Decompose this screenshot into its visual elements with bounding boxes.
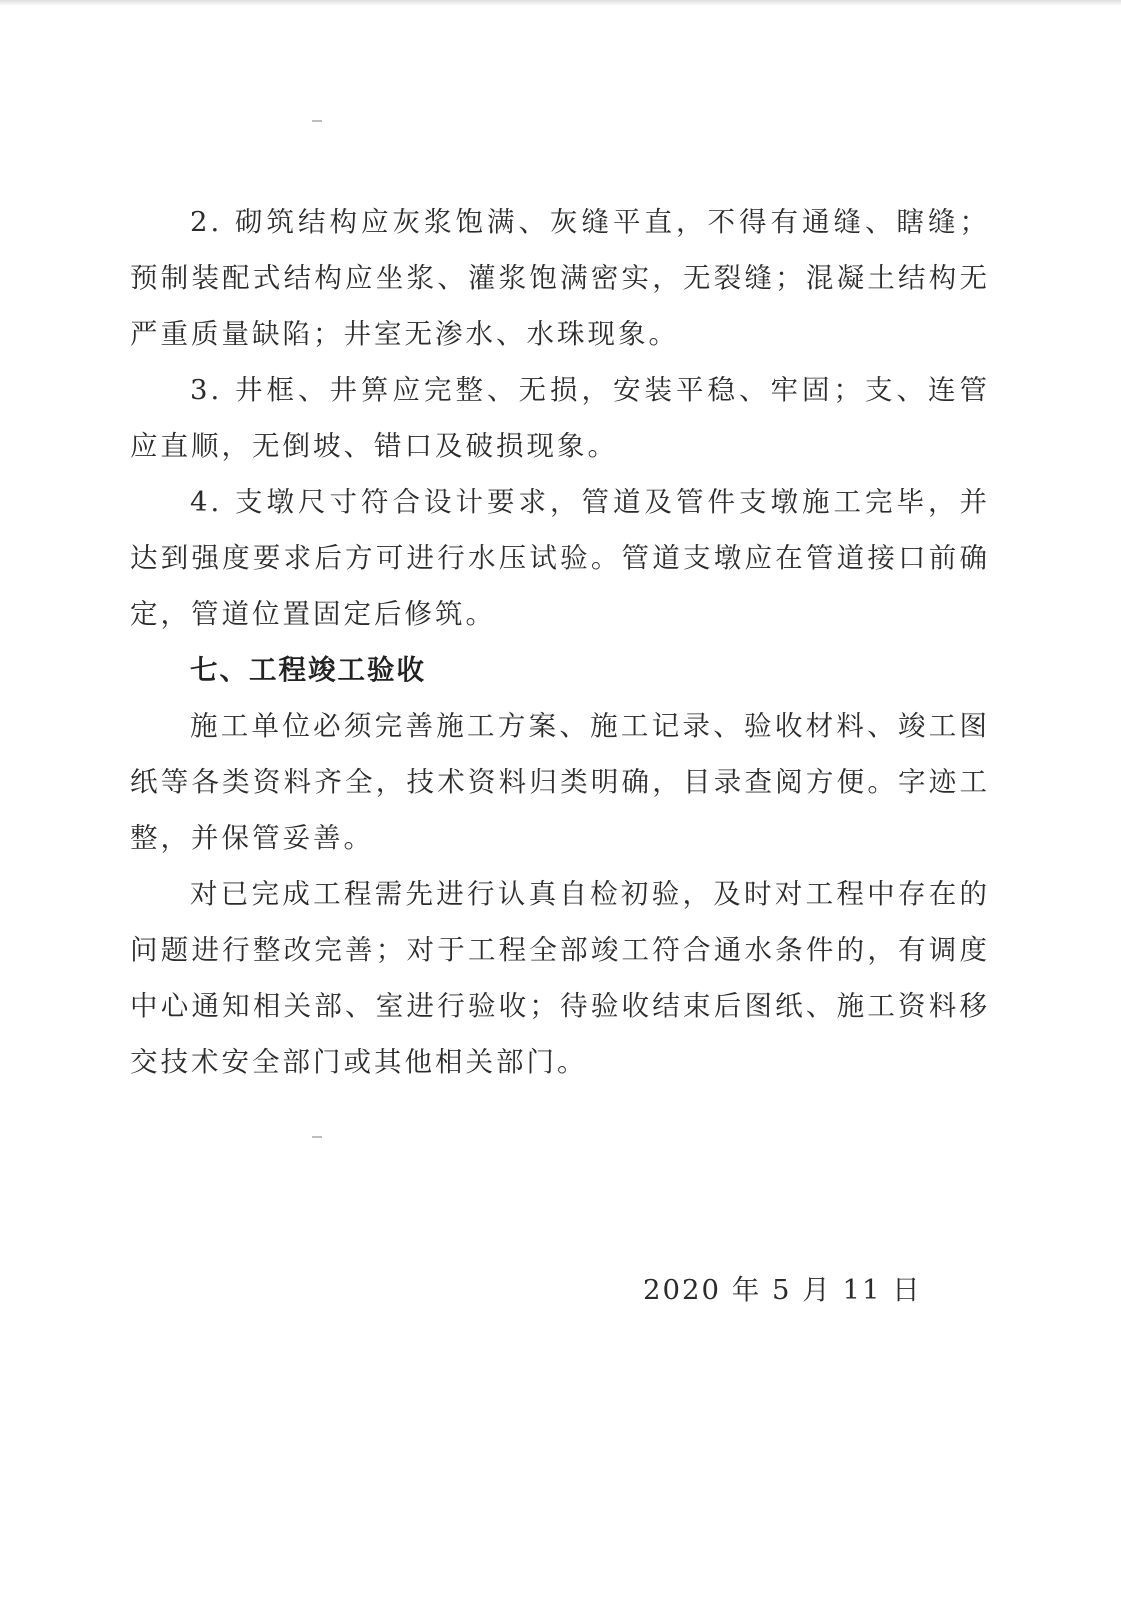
paragraph-pipe-support: 4. 支墩尺寸符合设计要求，管道及管件支墩施工完毕，并达到强度要求后方可进行水压试验。管道支墩应在管道接口前确定，管道位置固定后修筑。 (130, 486, 990, 630)
scan-speck (312, 1136, 322, 1138)
section-heading-completion-acceptance: 七、工程竣工验收 (190, 654, 426, 686)
paragraph-inspection-handover: 对已完成工程需先进行认真自检初验，及时对工程中存在的问题进行整改完善；对于工程全部竣工符合通水条件的，有调度中心通知相关部、室进行验收；待验收结束后图纸、施工资料移交技术安全部门或其他相关部门。 (130, 878, 990, 1078)
paragraph-well-frame: 3. 井框、井箅应完整、无损，安装平稳、牢固；支、连管应直顺，无倒坡、错口及破损现象。 (130, 374, 990, 462)
paragraph-documentation: 施工单位必须完善施工方案、施工记录、验收材料、竣工图纸等各类资料齐全，技术资料归类明确，目录查阅方便。字迹工整，并保管妥善。 (130, 710, 990, 854)
document-date: 2020 年 5 月 11 日 (643, 1274, 922, 1306)
paragraph-masonry-structure: 2. 砌筑结构应灰浆饱满、灰缝平直，不得有通缝、瞎缝；预制装配式结构应坐浆、灌浆饱满密实，无裂缝；混凝土结构无严重质量缺陷；井室无渗水、水珠现象。 (130, 206, 990, 350)
scan-speck (312, 120, 322, 122)
